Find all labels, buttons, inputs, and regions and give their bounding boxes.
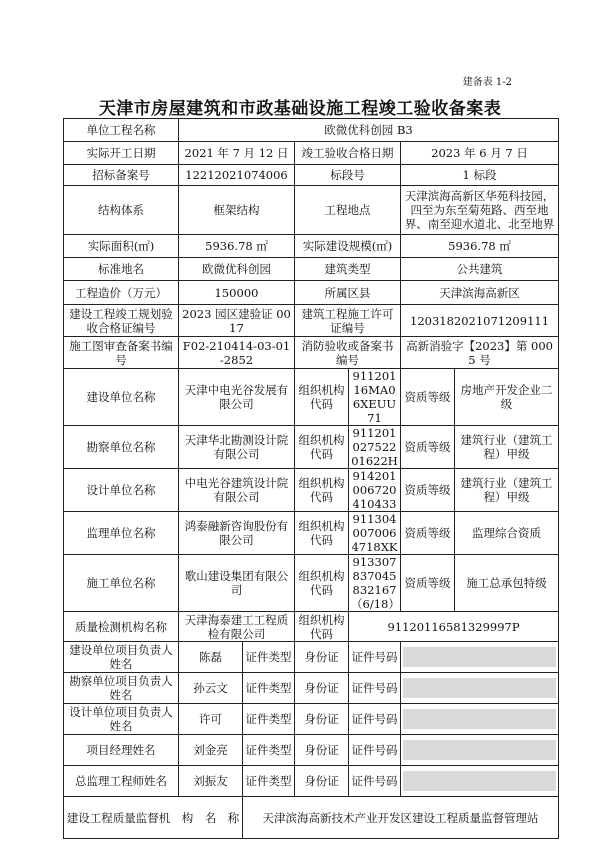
unit-org-code: 91120102752201622H — [349, 426, 401, 469]
label-permit-no: 建筑工程施工许可证编号 — [295, 305, 401, 337]
label-project-name: 单位工程名称 — [64, 119, 179, 142]
person-row — [64, 642, 559, 673]
unit-role: 监理单位名称 — [64, 512, 179, 555]
value-start-date: 2021 年 7 月 12 日 — [179, 142, 295, 165]
value-district: 天津滨海高新区 — [401, 281, 559, 305]
org-code-label: 组织机构代码 — [295, 512, 349, 555]
qualification-label: 资质等级 — [401, 512, 455, 555]
cert-no-value — [401, 766, 559, 797]
value-quality-test-code: 91120116581329997P — [349, 612, 559, 642]
cert-type-value: 身份证 — [295, 704, 349, 735]
value-location: 天津滨海高新区华苑科技园，四至为东至菊苑路、西至地界、南至迎水道北、北至地界 — [401, 186, 559, 235]
unit-role: 建设单位名称 — [64, 369, 179, 426]
unit-role: 勘察单位名称 — [64, 426, 179, 469]
label-location: 工程地点 — [295, 186, 401, 235]
redaction-block — [403, 709, 556, 729]
org-code-label: 组织机构代码 — [295, 612, 349, 642]
cert-type-value: 身份证 — [295, 766, 349, 797]
unit-org-code: 91120116MA06XEUU71 — [349, 369, 401, 426]
qualification-label: 资质等级 — [401, 369, 455, 426]
unit-row — [64, 426, 559, 469]
label-scale: 实际建设规模(㎡) — [295, 235, 401, 258]
org-code-label: 组织机构代码 — [295, 555, 349, 612]
value-quality-test-name: 天津海泰建工工程质检有限公司 — [179, 612, 295, 642]
value-project-name: 欧微优科创园 B3 — [179, 119, 559, 142]
unit-qualification: 建筑行业（建筑工程）甲级 — [455, 469, 559, 512]
label-building-type: 建筑类型 — [295, 258, 401, 281]
person-role: 设计单位项目负责人姓名 — [64, 704, 179, 735]
record-form-table — [63, 118, 559, 839]
cert-no-label: 证件号码 — [349, 766, 401, 797]
redaction-block — [403, 678, 556, 698]
value-area: 5936.78 ㎡ — [179, 235, 295, 258]
unit-row — [64, 555, 559, 612]
value-tender-no: 12212021074006 — [179, 165, 295, 186]
unit-row — [64, 369, 559, 426]
unit-row — [64, 512, 559, 555]
unit-role: 施工单位名称 — [64, 555, 179, 612]
value-standard-name: 欧微优科创园 — [179, 258, 295, 281]
person-name: 许可 — [179, 704, 243, 735]
org-code-label: 组织机构代码 — [295, 426, 349, 469]
label-drawing-review: 施工图审查备案书编号 — [64, 337, 179, 369]
label-structure: 结构体系 — [64, 186, 179, 235]
label-quality-test: 质量检测机构名称 — [64, 612, 179, 642]
cert-type-label: 证件类型 — [243, 673, 295, 704]
value-structure: 框架结构 — [179, 186, 295, 235]
label-start-date: 实际开工日期 — [64, 142, 179, 165]
label-cost: 工程造价（万元） — [64, 281, 179, 305]
unit-qualification: 施工总承包特级 — [455, 555, 559, 612]
label-standard-name: 标准地名 — [64, 258, 179, 281]
person-row — [64, 673, 559, 704]
unit-name: 鸿泰融新咨询股份有限公司 — [179, 512, 295, 555]
label-district: 所属区县 — [295, 281, 401, 305]
org-code-label: 组织机构代码 — [295, 469, 349, 512]
cert-type-label: 证件类型 — [243, 735, 295, 766]
unit-org-code: 9113040070064718XK — [349, 512, 401, 555]
qualification-label: 资质等级 — [401, 555, 455, 612]
value-cost: 150000 — [179, 281, 295, 305]
row-supervision — [64, 797, 559, 839]
redaction-block — [403, 647, 556, 667]
cert-type-label: 证件类型 — [243, 766, 295, 797]
person-role: 总监理工程师姓名 — [64, 766, 179, 797]
unit-name: 天津中电光谷发展有限公司 — [179, 369, 295, 426]
redaction-block — [403, 740, 556, 760]
cert-type-value: 身份证 — [295, 642, 349, 673]
cert-no-label: 证件号码 — [349, 642, 401, 673]
person-row — [64, 766, 559, 797]
value-completion-date: 2023 年 6 月 7 日 — [401, 142, 559, 165]
row-project-name — [64, 119, 559, 142]
unit-qualification: 监理综合资质 — [455, 512, 559, 555]
value-permit-no: 1203182021071209111 — [401, 305, 559, 337]
unit-name: 天津华北勘测设计院有限公司 — [179, 426, 295, 469]
person-role: 项目经理姓名 — [64, 735, 179, 766]
row-structure — [64, 186, 559, 235]
unit-org-code: 913307837045832167（6/18） — [349, 555, 401, 612]
unit-name: 中电光谷建筑设计院有限公司 — [179, 469, 295, 512]
document-title: 天津市房屋建筑和市政基础设施工程竣工验收备案表 — [98, 99, 502, 119]
value-fire-no: 高新消验字【2023】第 0005 号 — [401, 337, 559, 369]
row-dates — [64, 142, 559, 165]
form-reference-number: 建备表 1-2 — [462, 77, 512, 88]
org-code-label: 组织机构代码 — [295, 369, 349, 426]
row-quality-test — [64, 612, 559, 642]
cert-type-label: 证件类型 — [243, 642, 295, 673]
cert-no-label: 证件号码 — [349, 704, 401, 735]
person-role: 勘察单位项目负责人姓名 — [64, 673, 179, 704]
row-planning — [64, 305, 559, 337]
cert-type-label: 证件类型 — [243, 704, 295, 735]
cert-no-value — [401, 673, 559, 704]
value-supervision-agency: 天津滨海高新技术产业开发区建设工程质量监督管理站 — [243, 797, 559, 839]
value-scale: 5936.78 ㎡ — [401, 235, 559, 258]
person-name: 陈磊 — [179, 642, 243, 673]
person-row — [64, 735, 559, 766]
value-section-no: 1 标段 — [401, 165, 559, 186]
label-planning-cert: 建设工程竣工规划验收合格证编号 — [64, 305, 179, 337]
unit-name: 歌山建设集团有限公司 — [179, 555, 295, 612]
label-section-no: 标段号 — [295, 165, 401, 186]
row-tender — [64, 165, 559, 186]
person-name: 刘金亮 — [179, 735, 243, 766]
row-area — [64, 235, 559, 258]
label-area: 实际面积(㎡) — [64, 235, 179, 258]
cert-type-value: 身份证 — [295, 735, 349, 766]
person-name: 刘振友 — [179, 766, 243, 797]
cert-no-value — [401, 735, 559, 766]
unit-org-code: 914201006720410433 — [349, 469, 401, 512]
label-fire-no: 消防验收或备案书编号 — [295, 337, 401, 369]
person-row — [64, 704, 559, 735]
cert-no-label: 证件号码 — [349, 673, 401, 704]
cert-no-value — [401, 704, 559, 735]
qualification-label: 资质等级 — [401, 426, 455, 469]
qualification-label: 资质等级 — [401, 469, 455, 512]
label-supervision-agency: 建设工程质量监督机 构 名 称 — [64, 797, 243, 839]
value-planning-cert: 2023 园区建验证 0017 — [179, 305, 295, 337]
unit-role: 设计单位名称 — [64, 469, 179, 512]
person-name: 孙云文 — [179, 673, 243, 704]
cert-no-label: 证件号码 — [349, 735, 401, 766]
unit-qualification: 建筑行业（建筑工程）甲级 — [455, 426, 559, 469]
label-tender-no: 招标备案号 — [64, 165, 179, 186]
row-drawing-review — [64, 337, 559, 369]
cert-no-value — [401, 642, 559, 673]
unit-qualification: 房地产开发企业二级 — [455, 369, 559, 426]
row-cost — [64, 281, 559, 305]
unit-row — [64, 469, 559, 512]
redaction-block — [403, 771, 556, 791]
label-completion-date: 竣工验收合格日期 — [295, 142, 401, 165]
cert-type-value: 身份证 — [295, 673, 349, 704]
person-role: 建设单位项目负责人姓名 — [64, 642, 179, 673]
row-standard-name — [64, 258, 559, 281]
value-drawing-review: F02-210414-03-01-2852 — [179, 337, 295, 369]
value-building-type: 公共建筑 — [401, 258, 559, 281]
